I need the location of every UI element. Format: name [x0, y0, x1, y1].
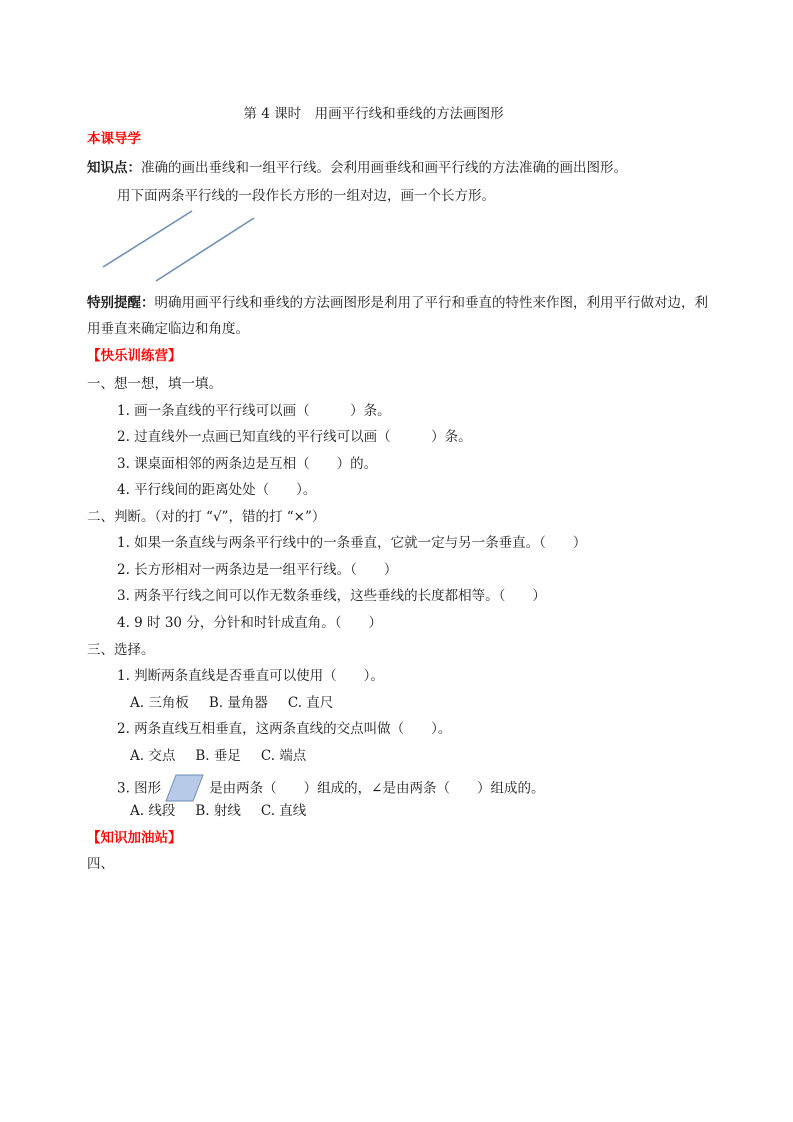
section2-item-1: 1. 如果一条直线与两条平行线中的一条垂直，它就一定与另一条垂直。（ ）: [117, 535, 587, 551]
reminder-text-2: 用垂直来确定临边和角度。: [87, 321, 249, 337]
option-c: C. 直线: [260, 803, 307, 819]
guide-heading: 本课导学: [87, 131, 141, 147]
option-a: A. 三角板: [130, 695, 189, 711]
section3-title: 三、选择。: [87, 642, 155, 658]
section3-q2-options: [130, 747, 326, 765]
option-c: C. 端点: [260, 748, 307, 764]
section1-item-4: 4. 平行线间的距离处处（ ）。: [117, 482, 317, 498]
section2-title: 二、判断。（对的打 “√”，错的打 “×”）: [87, 509, 326, 525]
reminder-label: 特别提醒：: [87, 295, 155, 311]
section1-item-3: 3. 课桌面相邻的两条边是互相（ ）的。: [117, 456, 378, 472]
option-b: B. 量角器: [208, 695, 268, 711]
instruction-text: 用下面两条平行线的一段作长方形的一组对边，画一个长方形。: [117, 188, 495, 204]
practice-heading: 【快乐训练营】: [87, 348, 182, 364]
section2-item-3: 3. 两条平行线之间可以作无数条垂线，这些垂线的长度都相等。（ ）: [117, 588, 546, 604]
section2-item-4: 4. 9 时 30 分，分针和时针成直角。（ ）: [117, 615, 383, 631]
option-b: B. 射线: [195, 803, 241, 819]
option-c: C. 直尺: [287, 695, 334, 711]
q3-text-before: 3. 图形: [117, 780, 162, 797]
parallel-lines-figure: [0, 0, 793, 300]
section1-item-1: 1. 画一条直线的平行线可以画（ ）条。: [117, 403, 391, 419]
q3-text-after: 是由两条（ ）组成的，∠是由两条（ ）组成的。: [209, 780, 545, 797]
section1-title: 一、想一想，填一填。: [87, 376, 222, 392]
knowledge-label: 知识点：: [87, 160, 141, 176]
section3-q1: 1. 判断两条直线是否垂直可以使用（ ）。: [117, 668, 384, 684]
option-a: A. 线段: [130, 803, 176, 819]
section3-q2: 2. 两条直线互相垂直，这两条直线的交点叫做（ ）。: [117, 721, 452, 737]
parallel-line-2: [156, 218, 254, 281]
option-a: A. 交点: [130, 748, 176, 764]
section3-q3-options: [130, 802, 326, 820]
section3-q3: [117, 776, 544, 802]
extra-heading: 【知识加油站】: [87, 830, 182, 846]
section3-q1-options: [130, 694, 353, 712]
section2-item-2: 2. 长方形相对一两条边是一组平行线。（ ）: [117, 562, 398, 578]
parallel-line-1: [103, 211, 192, 267]
page-title: 第 4 课时 用画平行线和垂线的方法画图形: [243, 106, 504, 122]
reminder: [87, 294, 708, 312]
option-b: B. 垂足: [195, 748, 241, 764]
section4-title: 四、: [87, 856, 114, 872]
parallelogram-icon: [165, 774, 205, 800]
section1-item-2: 2. 过直线外一点画已知直线的平行线可以画（ ）条。: [117, 429, 472, 445]
reminder-text-1: 明确用画平行线和垂线的方法画图形是利用了平行和垂直的特性来作图，利用平行做对边，利: [154, 295, 708, 311]
knowledge-text: 准确的画出垂线和一组平行线。会利用画垂线和画平行线的方法准确的画出图形。: [141, 160, 627, 176]
